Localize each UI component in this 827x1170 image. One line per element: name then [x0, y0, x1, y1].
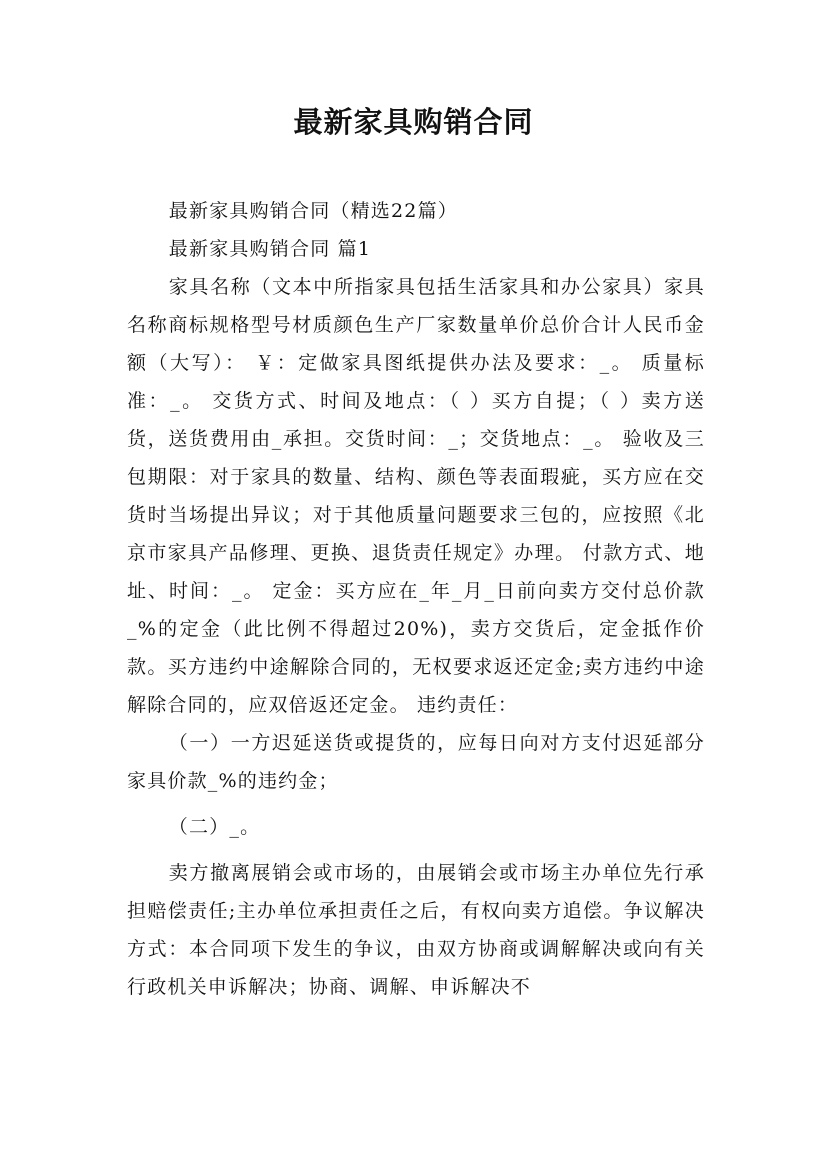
paragraph-dispute-resolution: 卖方撤离展销会或市场的，由展销会或市场主办单位先行承担赔偿责任;主办单位承担责任之后，有权向卖方追偿。争议解决方式：本合同项下发生的争议，由双方协商或调解解决或向有关行政机关申诉解决；协商、调解、申诉解决不	[127, 862, 705, 998]
paragraph-contract-terms: 家具名称（文本中所指家具包括生活家具和办公家具）家具名称商标规格型号材质颜色生产厂家数量单价总价合计人民币金额（大写）： ￥：定做家具图纸提供办法及要求：_。 质量标准：_。 交货方式、时间及地点：（ ）买方自提；（ ）卖方送货，送货费用由_承担。交货时间：_；交货地点：_。 验收及三包期限：对于家具的数量、结构、颜色等表面瑕疵，买方应在交货时当场提出异议；对于其他质量问题要求三包的，应按照《北京市家具产品修理、更换、退货责任规定》办理。 付款方式、地址、时间：_。 定金：买方应在_年_月_日前向卖方交付总价款_%的定金（此比例不得超过20%)，卖方交货后，定金抵作价款。买方违约中途解除合同的，无权要求返还定金;卖方违约中途解除合同的，应双倍返还定金。 违约责任：	[127, 276, 705, 716]
paragraph-section-heading: 最新家具购销合同 篇1	[168, 238, 372, 260]
document-title: 最新家具购销合同	[293, 105, 534, 139]
paragraph-breach-item-1: （一）一方迟延送货或提货的，应每日向对方支付迟延部分家具价款_%的违约金；	[127, 732, 705, 792]
document-body	[127, 192, 705, 1006]
paragraph-breach-item-2: （二）_。	[168, 816, 261, 838]
paragraph-subtitle: 最新家具购销合同（精选22篇）	[168, 200, 458, 222]
